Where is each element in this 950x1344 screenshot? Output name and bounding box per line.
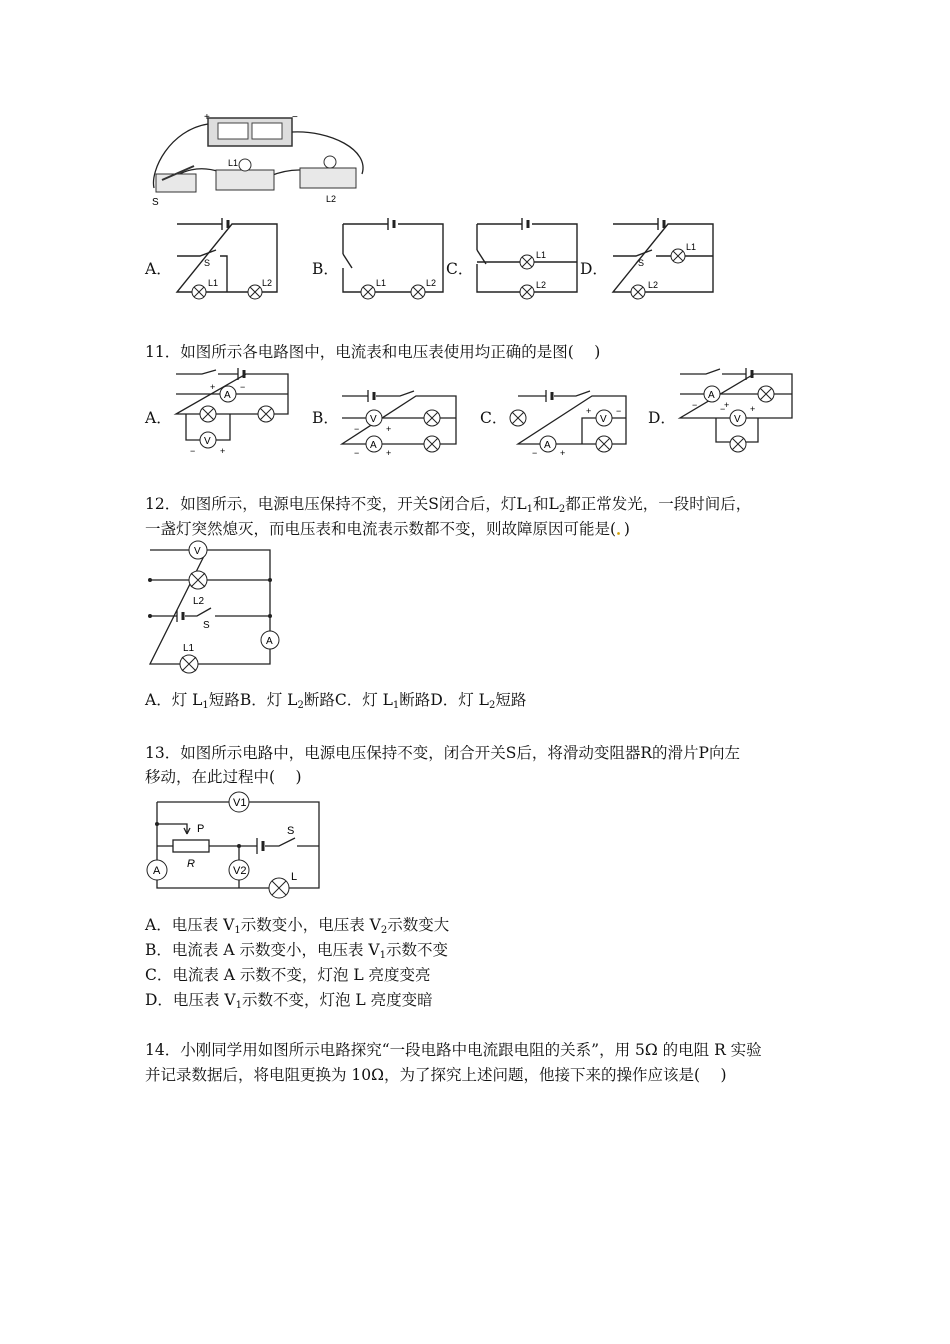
q12-meter-v: V (194, 546, 201, 557)
q12-c-sub: 1 (392, 700, 400, 711)
photo-l1-label: L1 (228, 158, 239, 168)
q12-s-label: S (203, 620, 210, 631)
q10-circuit-photo (140, 110, 380, 210)
q10-option-d-letter[interactable]: D． (580, 260, 608, 278)
q12-d-prefix: D．灯 L (430, 691, 489, 709)
q12-stem-line1 (145, 494, 751, 514)
q12-stem-line2 (145, 519, 630, 539)
q12-stem-2-end: ) (623, 520, 630, 538)
q14-stem-line2: 并记录数据后，将电阻更换为 10Ω，为了探究上述问题，他接下来的操作应该是( ) (145, 1066, 727, 1084)
q11a-plus: + (210, 382, 216, 392)
q13-a-2: 示数变小，电压表 V (240, 916, 381, 934)
q12-stem-1c: 都正常发光，一段时间后， (565, 495, 752, 513)
q13-a-sub2: 2 (380, 925, 388, 936)
q13-meter-v1: V1 (233, 797, 247, 809)
q11b-meter-a: A (370, 440, 377, 451)
q11c-meter-v: V (600, 414, 607, 425)
q12-answer-a[interactable] (145, 691, 240, 709)
q12-answer-b[interactable] (240, 691, 335, 709)
q10c-l1: L1 (536, 250, 547, 260)
q13-meter-v2: V2 (233, 865, 247, 877)
q13-circuit (145, 788, 325, 898)
q12-sub1: 1 (526, 504, 534, 515)
q12-c-prefix: C．灯 L (334, 691, 393, 709)
q13-answer-a[interactable] (145, 915, 449, 935)
q13-answer-b[interactable] (145, 940, 448, 960)
q12-d-sub: 2 (488, 700, 496, 711)
q13-answer-d[interactable] (145, 990, 433, 1010)
q10a-s: S (204, 258, 211, 268)
q12-a-sub: 1 (202, 700, 209, 711)
q13-a-sub1: 1 (234, 925, 241, 936)
q12-answers (145, 690, 526, 710)
q12-stem-1a: 如图所示，电源电压保持不变，开关S闭合后，灯L (180, 495, 527, 513)
q10-option-b-circuit (338, 218, 448, 298)
q13-number: 13． (145, 744, 181, 762)
q11-number: 11． (145, 343, 181, 361)
q12-b-suffix: 断路 (303, 691, 335, 709)
q13-stem-1: 如图所示电路中，电源电压保持不变，闭合开关S后，将滑动变阻器R的滑片P向左 (180, 744, 740, 762)
q11-option-a-circuit (172, 368, 292, 458)
q11b-minus: − (354, 424, 360, 434)
q11-option-a-letter[interactable]: A． (145, 409, 172, 427)
q11c-plus: + (586, 406, 592, 416)
q13-a-1: A．电压表 V (145, 916, 235, 934)
q11a-minus2: − (190, 446, 196, 456)
q11d-plus2: + (750, 404, 756, 414)
q13-answer-c[interactable]: C．电流表 A 示数不变，灯泡 L 亮度变亮 (145, 966, 431, 984)
q11a-minus: − (240, 382, 246, 392)
q10d-s: S (638, 258, 645, 268)
q12-answer-c[interactable] (335, 691, 430, 709)
q13-a-3: 示数变大 (387, 916, 450, 934)
q12-answer-d[interactable] (430, 691, 526, 709)
q11c-meter-a: A (544, 440, 551, 451)
q11a-plus2: + (220, 446, 226, 456)
q10-option-b-letter[interactable]: B． (312, 260, 339, 278)
q10d-l1: L1 (686, 242, 697, 252)
q11c-minus: − (616, 406, 622, 416)
q11b-minus2: − (354, 448, 360, 458)
q12-stem-2: 一盏灯突然熄灭，而电压表和电流表示数都不变，则故障原因可能是( (145, 520, 617, 538)
q12-dot: ． (616, 519, 624, 538)
q11a-meter-a: A (224, 390, 231, 401)
q13-stem-line1 (145, 743, 740, 763)
q11a-meter-v: V (204, 436, 211, 447)
battery-plus-label: + (204, 112, 210, 123)
photo-l2-label: L2 (326, 194, 337, 204)
q11c-minus2: − (532, 448, 538, 458)
q11-option-b-letter[interactable]: B． (312, 409, 339, 427)
q12-l1-label: L1 (183, 643, 195, 654)
q12-sub2: 2 (558, 504, 566, 515)
q11d-meter-a: A (708, 390, 715, 401)
q11-option-d-letter[interactable]: D． (648, 409, 676, 427)
q11d-minus2: − (720, 404, 726, 414)
q11b-meter-v: V (370, 414, 377, 425)
q13-s-label: S (287, 825, 295, 837)
q14-number: 14． (145, 1041, 181, 1059)
q12-b-prefix: B．灯 L (239, 691, 298, 709)
q10c-l2: L2 (536, 280, 547, 290)
q13-stem-line2: 移动，在此过程中( ) (145, 768, 302, 786)
q11d-minus: − (692, 400, 698, 410)
q12-a-prefix: A．灯 L (145, 691, 203, 709)
switch-s-label: S (152, 197, 159, 208)
q11d-meter-v: V (734, 414, 741, 425)
q10-option-a-circuit (172, 218, 282, 298)
q10-option-c-letter[interactable]: C． (446, 260, 474, 278)
q10b-l2: L2 (426, 278, 437, 288)
q13-p-label: P (197, 823, 205, 835)
q12-l2-label: L2 (193, 596, 205, 607)
q11-stem-text: 如图所示各电路图中，电流表和电压表使用均正确的是图( ) (180, 343, 601, 361)
q11d-plus: + (724, 400, 730, 410)
q13-b-1: B．电流表 A 示数变小，电压表 V (145, 941, 380, 959)
q13-d-1: D．电压表 V (145, 991, 236, 1009)
q13-meter-a: A (153, 865, 161, 877)
q11-option-d-circuit (676, 366, 796, 458)
q10d-l2: L2 (648, 280, 659, 290)
q12-number: 12． (145, 495, 181, 513)
q13-b-2: 示数不变 (385, 941, 448, 959)
q10a-l2: L2 (262, 278, 273, 288)
q10-option-a-letter[interactable]: A． (145, 260, 172, 278)
q12-a-suffix: 短路 (208, 691, 240, 709)
q13-r-label: R (187, 858, 195, 870)
q10b-l1: L1 (376, 278, 387, 288)
q11-option-b-circuit (338, 388, 463, 458)
q14-stem-line1 (145, 1040, 762, 1060)
q13-d-sub: 1 (235, 1000, 242, 1011)
q12-c-suffix: 断路 (399, 691, 431, 709)
q10-option-c-circuit (472, 218, 582, 298)
q14-stem-1: 小刚同学用如图所示电路探究“一段电路中电流跟电阻的关系”，用 5Ω 的电阻 R 实验 (180, 1041, 762, 1059)
q10-option-d-circuit (608, 218, 718, 298)
q13-l-label: L (291, 871, 298, 883)
q12-meter-a: A (266, 636, 273, 647)
q11-stem (145, 342, 600, 362)
battery-minus-label: − (292, 112, 298, 123)
q10a-l1: L1 (208, 278, 219, 288)
q11-option-c-letter[interactable]: C． (480, 409, 508, 427)
q13-b-sub: 1 (379, 950, 386, 961)
q11b-plus: + (386, 424, 392, 434)
q12-d-suffix: 短路 (495, 691, 527, 709)
q12-circuit (145, 540, 280, 670)
q12-b-sub: 2 (297, 700, 304, 711)
q13-d-2: 示数不变，灯泡 L 亮度变暗 (241, 991, 433, 1009)
q11c-plus2: + (560, 448, 566, 458)
q11b-plus2: + (386, 448, 392, 458)
q11-option-c-circuit (506, 388, 631, 458)
q12-stem-1b: 和L (533, 495, 559, 513)
